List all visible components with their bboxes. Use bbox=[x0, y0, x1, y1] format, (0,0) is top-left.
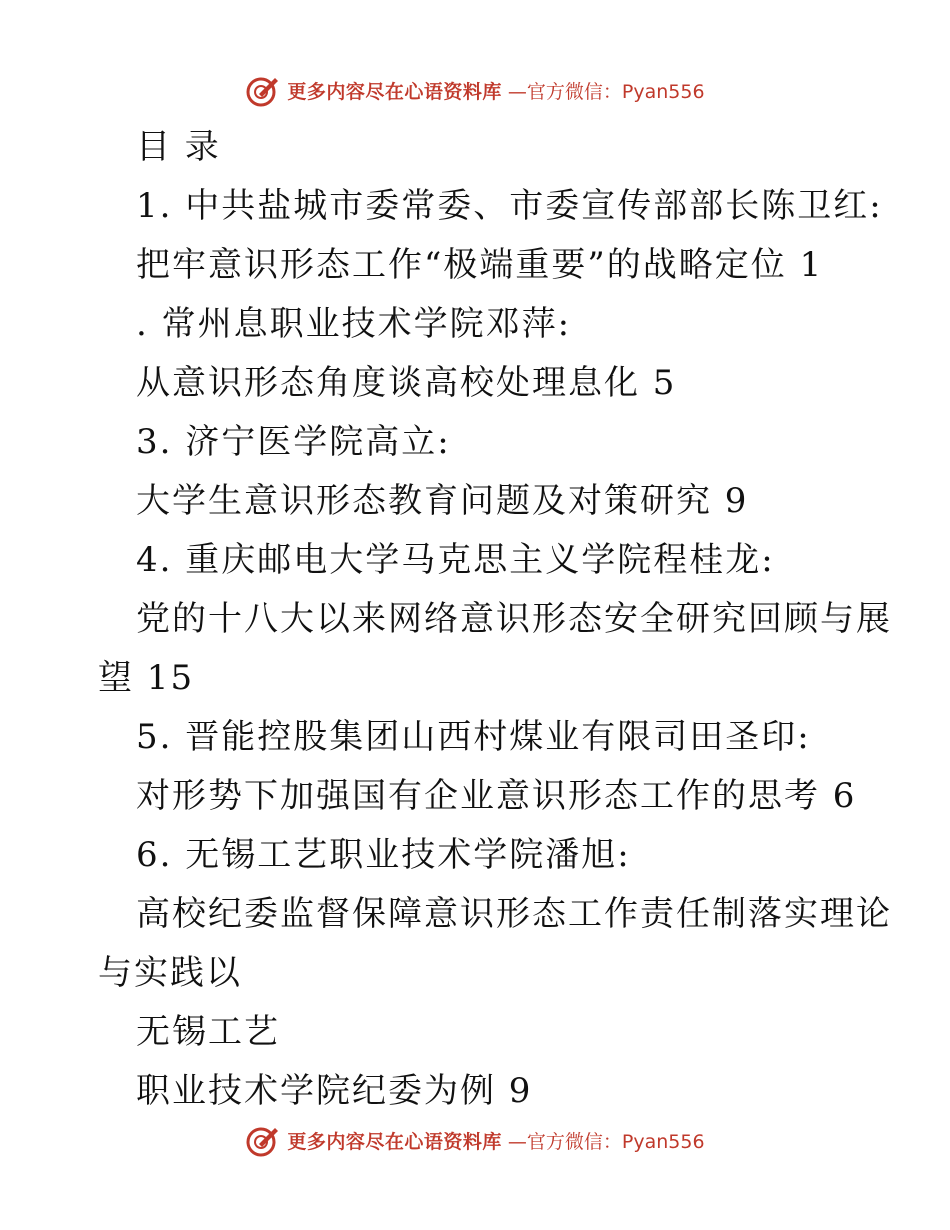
watermark-main-text: 更多内容尽在心语资料库 bbox=[287, 1130, 502, 1153]
toc-line: 无锡工艺 bbox=[136, 1012, 280, 1052]
header-watermark bbox=[0, 70, 950, 110]
toc-line: 高校纪委监督保障意识形态工作责任制落实理论 bbox=[136, 894, 892, 934]
toc-title: 目 录 bbox=[136, 127, 221, 167]
toc-line: 5. 晋能控股集团山西村煤业有限司田圣印: bbox=[136, 717, 811, 757]
toc-line: 6. 无锡工艺职业技术学院潘旭: bbox=[136, 835, 631, 875]
toc-line: 把牢意识形态工作“极端重要”的战略定位 1 bbox=[136, 245, 824, 285]
pen-logo-icon bbox=[245, 1122, 281, 1158]
watermark-main-text: 更多内容尽在心语资料库 bbox=[287, 80, 502, 103]
watermark-sub-text: —官方微信：Pyan556 bbox=[507, 80, 705, 103]
toc-line: 与实践以 bbox=[98, 953, 242, 993]
toc-line: 望 15 bbox=[98, 658, 195, 698]
toc-line: 3. 济宁医学院高立: bbox=[136, 422, 451, 462]
toc-line: . 常州息职业技术学院邓萍: bbox=[136, 304, 572, 344]
toc-line: 职业技术学院纪委为例 9 bbox=[136, 1071, 533, 1111]
toc-line: 对形势下加强国有企业意识形态工作的思考 6 bbox=[136, 776, 857, 816]
toc-line: 大学生意识形态教育问题及对策研究 9 bbox=[136, 481, 749, 521]
footer-watermark bbox=[0, 1120, 950, 1160]
toc-line: 从意识形态角度谈高校处理息化 5 bbox=[136, 363, 677, 403]
toc-line: 4. 重庆邮电大学马克思主义学院程桂龙: bbox=[136, 540, 775, 580]
watermark-sub-text: —官方微信：Pyan556 bbox=[507, 1130, 705, 1153]
toc-line: 党的十八大以来网络意识形态安全研究回顾与展 bbox=[136, 599, 892, 639]
toc-line: 1. 中共盐城市委常委、市委宣传部部长陈卫红: bbox=[136, 186, 883, 226]
pen-logo-icon bbox=[245, 72, 281, 108]
